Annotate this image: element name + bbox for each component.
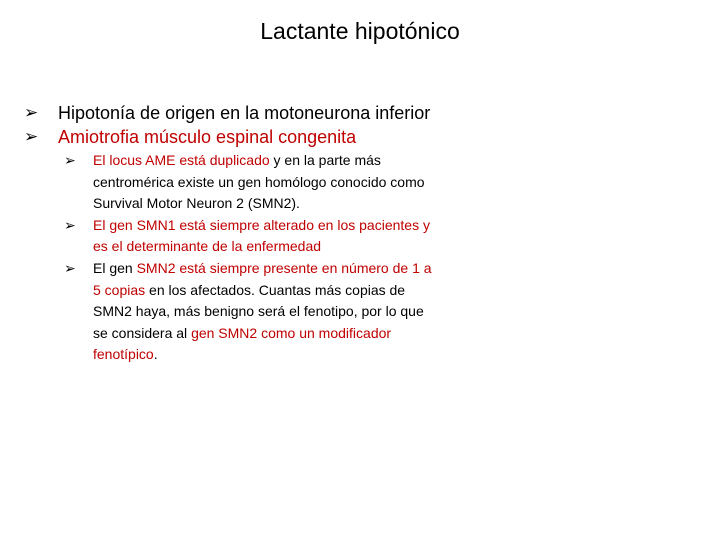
sub-bullet-highlight: El gen SMN1 está siempre alterado en los pacientes y es el determinante de la enfermedad: [93, 216, 430, 255]
sub-bullet-locus: [64, 150, 438, 215]
arrow-bullet-icon: ➢: [64, 216, 76, 233]
sub-bullet-text: El gen: [93, 259, 137, 276]
slide-title: Lactante hipotónico: [260, 18, 460, 44]
bullet-amiotrofia: [24, 126, 454, 366]
arrow-bullet-icon: ➢: [24, 127, 39, 146]
bullet-text: Hipotonía de origen en la motoneurona inferior: [58, 103, 431, 123]
sub-bullet-text: en los afectados. Cuantas más copias de SMN2 haya, más benigno será el fenotipo, por lo que se considera al: [93, 281, 424, 341]
sub-bullet-highlight: gen SMN2 como un modificador fenotípico: [93, 324, 392, 363]
sub-bullet-smn1: [64, 215, 438, 258]
arrow-bullet-icon: ➢: [64, 259, 76, 276]
sub-bullet-highlight: SMN2 está siempre presente en número de 1 a 5 copias: [93, 259, 432, 298]
sub-bullet-smn2: [64, 258, 438, 366]
sub-bullet-text: .: [153, 346, 158, 363]
bullet-text: Amiotrofia músculo espinal congenita: [58, 127, 357, 147]
main-bullet-list: [24, 102, 454, 368]
sub-bullet-text: y en la parte más centromérica existe un gen homólogo conocido como Survival Motor Neuron 2 (SMN2).: [93, 152, 425, 212]
arrow-bullet-icon: ➢: [64, 152, 76, 168]
arrow-bullet-icon: ➢: [24, 103, 39, 122]
sub-bullet-highlight: El locus AME está duplicado: [93, 152, 270, 168]
sub-bullet-list: [64, 150, 438, 366]
bullet-hipotonia: [24, 102, 454, 124]
